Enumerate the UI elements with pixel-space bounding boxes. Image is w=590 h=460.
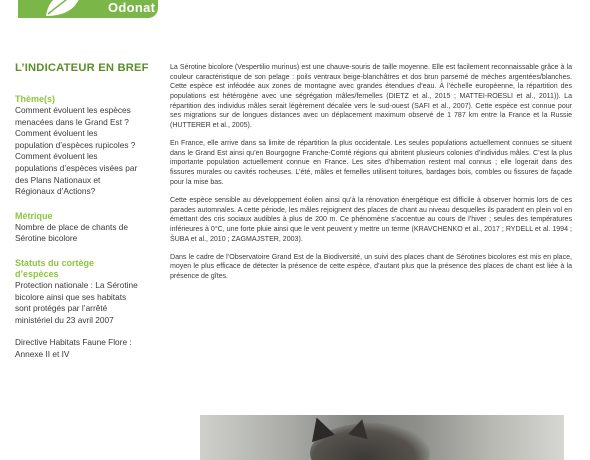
metric-text — [15, 222, 163, 245]
indicator-summary-sidebar — [15, 62, 163, 361]
status-line: ministériel du 23 avril 2007 — [15, 314, 114, 325]
sensitivity-paragraph: Cette espèce sensible au développement éolien ainsi qu’à la rénovation énergétique est difficile à observer hormis lors de ces parades automnales. A cette période, les mâles rejoignent des places de chant au niveau desquelles ils paradent en plein vol en émettant des cris sociaux audibles à plus de 200 m. Ce phénomène s’accentue au cours de l’hiver ; seules des températures inférieures à 0°C, une forte pluie ainsi que le vent peuvent y mettre un terme (KRAVCHENKO et al., 2017 ; RYDELL et al. 1994 ; ŠUBA et al., 2010 ; ZAGMAJSTER, 2003). — [170, 196, 572, 243]
theme-heading: Thème(s) — [15, 94, 56, 104]
directive-line: Directive Habitats Faune Flore : — [15, 337, 132, 348]
theme-line: Comment évoluent les — [15, 151, 98, 162]
theme-line: populations d’espèces visées par — [15, 162, 138, 173]
theme-line: Régionaux d’Actions? — [15, 186, 96, 197]
status-line: Protection nationale : La Sérotine — [15, 279, 138, 290]
theme-line: menacées dans le Grand Est ? — [15, 116, 129, 127]
species-description-paragraph: La Sérotine bicolore (Vespertilio murinus) est une chauve-souris de taille moyenne. Elle est facilement reconnaissable grâce à la couleur caractéristique de son pelage : poils ventraux beige-blanchâtres et dos brun parsemé de mèches argentées/blanches. Cette espèce est inféodée aux zones de montagne avec grandes étendues d’eau. À l’échelle européenne, la répartition des populations est hétérogène avec une ségrégation mâles/femelles (DIETZ et al., 2015 ; MATTEI-ROESLI et al., 2011)). La répartition des individus mâles serait légèrement décalée vers le sud-ouest (SAFI et al., 2007). Cette espèce est connue pour ses migrations sur de longues distances avec un déplacement maximum observé de 1 787 km entre la France et la Russie (HUTTERER et al., 2005). — [170, 64, 572, 129]
directive-text — [15, 337, 163, 360]
metric-line: Sérotine bicolore — [15, 233, 78, 244]
directive-line: Annexe II et IV — [15, 348, 70, 359]
metric-heading: Métrique — [15, 210, 53, 221]
bat-photo — [200, 415, 564, 460]
monitoring-paragraph: Dans le cadre de l’Observatoire Grand Est de la Biodiversité, un suivi des places chant de Sérotines bicolores est mis en place, moyen le plus efficace de détecter la présence de cette espèce, d’autant plus que la présence des places de chant est liée à la présence de gîtes. — [170, 253, 572, 280]
status-line: bicolore ainsi que ses habitats — [15, 291, 127, 302]
brand-name: Odonat — [108, 0, 156, 15]
theme-line: Comment évoluent les — [15, 128, 98, 139]
status-heading: Statuts du cortège — [15, 257, 95, 268]
status-heading: d’espèces — [15, 268, 59, 279]
theme-line: des Plans Nationaux et — [15, 174, 101, 185]
sidebar-title: L’INDICATEUR EN BREF — [15, 62, 149, 74]
metric-line: Nombre de place de chants de — [15, 221, 129, 232]
brand-banner — [18, 0, 158, 18]
status-text — [15, 280, 163, 326]
theme-line: population d’espèces rupicoles ? — [15, 139, 136, 150]
leaf-icon — [42, 0, 86, 18]
status-line: sont protégés par l’arrêté — [15, 303, 108, 314]
theme-text — [15, 105, 163, 198]
theme-line: Comment évoluent les espèces — [15, 105, 131, 115]
main-text-column — [170, 63, 572, 290]
france-distribution-paragraph: En France, elle arrive dans sa limite de répartition la plus occidentale. Les seules populations actuellement connues se situent dans le Grand Est ainsi qu’en Bourgogne Franche-Comté régions qui abritent plusieurs colonies d’individus mâles. C’est la plus importante population actuellement connue en France. Les sites d’hibernation restent mal connus ; elle logerait dans des fissures murales ou cavités rocheuses. L’été, mâles et femelles utilisent toitures, bardages bois, combles ou fissures de façade pour la mise bas. — [170, 140, 572, 186]
